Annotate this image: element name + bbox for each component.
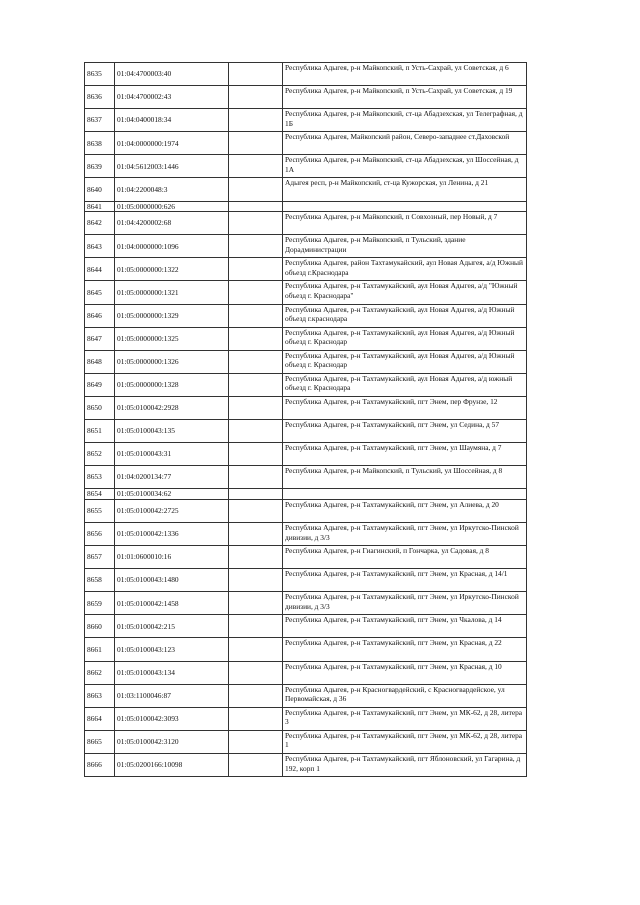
row-number-cell: 8638: [85, 132, 115, 155]
address-cell: Республика Адыгея, р-н Майкопский, ст-ца Абадзехская, ул Телеграфная, д 1Б: [283, 109, 527, 132]
table-row: [85, 499, 527, 522]
empty-cell: [229, 304, 283, 327]
row-number-cell: 8641: [85, 201, 115, 212]
row-number-cell: 8642: [85, 212, 115, 235]
table-row: [85, 396, 527, 419]
address-cell: Республика Адыгея, р-н Тахтамукайский, пгт Энем, ул Алиева, д 20: [283, 499, 527, 522]
cadastral-number-cell: 01:05:0100042:2928: [115, 396, 229, 419]
row-number-cell: 8649: [85, 373, 115, 396]
empty-cell: [229, 63, 283, 86]
table-row: [85, 730, 527, 753]
empty-cell: [229, 615, 283, 638]
table-row: [85, 638, 527, 661]
table-row: [85, 178, 527, 201]
address-cell: Республика Адыгея, р-н Тахтамукайский, пгт Энем, ул МК-62, д 28, литера 1: [283, 730, 527, 753]
row-number-cell: 8637: [85, 109, 115, 132]
address-cell: Республика Адыгея, р-н Майкопский, п Усть-Сахрай, ул Советская, д 19: [283, 86, 527, 109]
address-cell: Республика Адыгея, р-н Тахтамукайский, пгт Энем, ул Седина, д 57: [283, 420, 527, 443]
cadastral-number-cell: 01:05:0000000:1328: [115, 373, 229, 396]
empty-cell: [229, 753, 283, 776]
row-number-cell: 8651: [85, 420, 115, 443]
empty-cell: [229, 592, 283, 615]
empty-cell: [229, 258, 283, 281]
empty-cell: [229, 569, 283, 592]
row-number-cell: 8658: [85, 569, 115, 592]
row-number-cell: 8655: [85, 499, 115, 522]
empty-cell: [229, 212, 283, 235]
table-row: [85, 327, 527, 350]
cadastral-number-cell: 01:05:0100043:31: [115, 443, 229, 466]
table-row: [85, 684, 527, 707]
address-cell: Республика Адыгея, р-н Тахтамукайский, пгт Энем, ул МК-62, д 28, литера 3: [283, 707, 527, 730]
address-cell: [283, 489, 527, 500]
row-number-cell: 8654: [85, 489, 115, 500]
table-row: [85, 281, 527, 304]
empty-cell: [229, 499, 283, 522]
empty-cell: [229, 281, 283, 304]
empty-cell: [229, 396, 283, 419]
table-row: [85, 443, 527, 466]
row-number-cell: 8665: [85, 730, 115, 753]
cadastral-number-cell: 01:05:0000000:1321: [115, 281, 229, 304]
address-cell: Республика Адыгея, р-н Тахтамукайский, аул Новая Адыгея, а/д "Южный объезд г. Краснодара": [283, 281, 527, 304]
row-number-cell: 8635: [85, 63, 115, 86]
cadastral-number-cell: 01:05:0100043:135: [115, 420, 229, 443]
empty-cell: [229, 86, 283, 109]
address-cell: Республика Адыгея, р-н Гиагинский, п Гончарка, ул Садовая, д 8: [283, 546, 527, 569]
empty-cell: [229, 638, 283, 661]
row-number-cell: 8643: [85, 235, 115, 258]
address-cell: Республика Адыгея, р-н Тахтамукайский, пгт Энем, ул Чкалова, д 14: [283, 615, 527, 638]
row-number-cell: 8657: [85, 546, 115, 569]
cadastral-number-cell: 01:04:0200134:77: [115, 466, 229, 489]
empty-cell: [229, 466, 283, 489]
empty-cell: [229, 661, 283, 684]
row-number-cell: 8650: [85, 396, 115, 419]
cadastral-number-cell: 01:05:0100042:215: [115, 615, 229, 638]
address-cell: Республика Адыгея, район Тахтамукайский, аул Новая Адыгея, а/д Южный объезд г.Краснодара: [283, 258, 527, 281]
row-number-cell: 8646: [85, 304, 115, 327]
table-row: [85, 569, 527, 592]
cadastral-number-cell: 01:05:0000000:626: [115, 201, 229, 212]
address-cell: Республика Адыгея, р-н Майкопский, ст-ца Абадзехская, ул Шоссейная, д 1А: [283, 155, 527, 178]
address-cell: Республика Адыгея, р-н Майкопский, п Тульский, здание Дорадминистрации: [283, 235, 527, 258]
cadastral-number-cell: 01:05:0100043:134: [115, 661, 229, 684]
cadastral-number-cell: 01:04:0000000:1096: [115, 235, 229, 258]
address-cell: Республика Адыгея, р-н Тахтамукайский, пгт Энем, пер Фрунзе, 12: [283, 396, 527, 419]
empty-cell: [229, 684, 283, 707]
table-row: [85, 132, 527, 155]
table-row: [85, 489, 527, 500]
table-row: [85, 258, 527, 281]
table-row: [85, 235, 527, 258]
table-row: [85, 373, 527, 396]
row-number-cell: 8652: [85, 443, 115, 466]
cadastral-number-cell: 01:04:4700002:43: [115, 86, 229, 109]
cadastral-number-cell: 01:05:0000000:1325: [115, 327, 229, 350]
row-number-cell: 8660: [85, 615, 115, 638]
row-number-cell: 8662: [85, 661, 115, 684]
address-cell: Республика Адыгея, р-н Тахтамукайский, аул Новая Адыгея, а/д Южный объезд г.краснодара: [283, 304, 527, 327]
table-row: [85, 63, 527, 86]
row-number-cell: 8653: [85, 466, 115, 489]
row-number-cell: 8636: [85, 86, 115, 109]
cadastral-number-cell: 01:03:1100046:87: [115, 684, 229, 707]
row-number-cell: 8644: [85, 258, 115, 281]
cadastral-number-cell: 01:04:0000000:1974: [115, 132, 229, 155]
table-row: [85, 155, 527, 178]
row-number-cell: 8639: [85, 155, 115, 178]
cadastral-number-cell: 01:04:4700003:40: [115, 63, 229, 86]
row-number-cell: 8663: [85, 684, 115, 707]
empty-cell: [229, 489, 283, 500]
address-cell: Республика Адыгея, р-н Тахтамукайский, аул Новая Адыгея, а/д южный объезд г. Краснодара: [283, 373, 527, 396]
address-cell: Республика Адыгея, р-н Тахтамукайский, пгт Энем, ул Шаумяна, д 7: [283, 443, 527, 466]
table-row: [85, 420, 527, 443]
address-cell: Республика Адыгея, р-н Майкопский, п Усть-Сахрай, ул Советская, д 6: [283, 63, 527, 86]
table-row: [85, 109, 527, 132]
table-row: [85, 86, 527, 109]
empty-cell: [229, 350, 283, 373]
address-cell: Республика Адыгея, р-н Майкопский, п Тульский, ул Шоссейная, д 8: [283, 466, 527, 489]
empty-cell: [229, 155, 283, 178]
empty-cell: [229, 443, 283, 466]
address-cell: Республика Адыгея, р-н Майкопский, п Совхозный, пер Новый, д 7: [283, 212, 527, 235]
empty-cell: [229, 178, 283, 201]
address-cell: Республика Адыгея, р-н Тахтамукайский, пгт Яблоновский, ул Гагарина, д 192, корп 1: [283, 753, 527, 776]
address-cell: Республика Адыгея, р-н Тахтамукайский, аул Новая Адыгея, а/д Южный объезд г. Краснодар: [283, 327, 527, 350]
row-number-cell: 8664: [85, 707, 115, 730]
cadastral-number-cell: 01:05:0200166:10098: [115, 753, 229, 776]
address-cell: Республика Адыгея, р-н Красногвардейский, с Красногвардейское, ул Первомайская, д 36: [283, 684, 527, 707]
empty-cell: [229, 522, 283, 545]
table-row: [85, 546, 527, 569]
table-row: [85, 707, 527, 730]
cadastral-number-cell: 01:05:0000000:1322: [115, 258, 229, 281]
cadastral-number-cell: 01:05:0100043:123: [115, 638, 229, 661]
table-row: [85, 350, 527, 373]
address-cell: Республика Адыгея, р-н Тахтамукайский, пгт Энем, ул Красная, д 22: [283, 638, 527, 661]
cadastral-number-cell: 01:04:2200048:3: [115, 178, 229, 201]
row-number-cell: 8656: [85, 522, 115, 545]
empty-cell: [229, 707, 283, 730]
cadastral-number-cell: 01:05:0100042:3093: [115, 707, 229, 730]
empty-cell: [229, 373, 283, 396]
table-row: [85, 304, 527, 327]
table-row: [85, 592, 527, 615]
address-cell: Республика Адыгея, Майкопский район, Северо-западнее ст.Даховской: [283, 132, 527, 155]
cadastral-number-cell: 01:05:0000000:1326: [115, 350, 229, 373]
table-row: [85, 201, 527, 212]
row-number-cell: 8661: [85, 638, 115, 661]
empty-cell: [229, 730, 283, 753]
address-cell: Адыгея респ, р-н Майкопский, ст-ца Кужорская, ул Ленина, д 21: [283, 178, 527, 201]
address-cell: Республика Адыгея, р-н Тахтамукайский, аул Новая Адыгея, а/д Южный объезд г. Краснодар: [283, 350, 527, 373]
cadastral-number-cell: 01:05:0100042:3120: [115, 730, 229, 753]
cadastral-number-cell: 01:01:0600010:16: [115, 546, 229, 569]
empty-cell: [229, 546, 283, 569]
table-row: [85, 753, 527, 776]
address-cell: [283, 201, 527, 212]
cadastral-number-cell: 01:05:0100034:62: [115, 489, 229, 500]
empty-cell: [229, 132, 283, 155]
cadastral-number-cell: 01:05:0100042:1458: [115, 592, 229, 615]
row-number-cell: 8647: [85, 327, 115, 350]
address-cell: Республика Адыгея, р-н Тахтамукайский, пгт Энем, ул Иркутско-Пинской дивизии, д 3/3: [283, 522, 527, 545]
cadastral-number-cell: 01:04:0400018:34: [115, 109, 229, 132]
address-cell: Республика Адыгея, р-н Тахтамукайский, пгт Энем, ул Красная, д 10: [283, 661, 527, 684]
table-row: [85, 466, 527, 489]
table-row: [85, 661, 527, 684]
empty-cell: [229, 327, 283, 350]
row-number-cell: 8645: [85, 281, 115, 304]
address-cell: Республика Адыгея, р-н Тахтамукайский, пгт Энем, ул Иркутско-Пинской дивизии, д 3/3: [283, 592, 527, 615]
cadastral-number-cell: 01:04:5612003:1446: [115, 155, 229, 178]
row-number-cell: 8648: [85, 350, 115, 373]
registry-table: [84, 62, 527, 777]
empty-cell: [229, 420, 283, 443]
table-row: [85, 615, 527, 638]
cadastral-number-cell: 01:04:4200002:68: [115, 212, 229, 235]
row-number-cell: 8666: [85, 753, 115, 776]
table-row: [85, 522, 527, 545]
empty-cell: [229, 235, 283, 258]
row-number-cell: 8659: [85, 592, 115, 615]
row-number-cell: 8640: [85, 178, 115, 201]
registry-table-body: [85, 63, 527, 777]
cadastral-number-cell: 01:05:0100042:1336: [115, 522, 229, 545]
table-row: [85, 212, 527, 235]
empty-cell: [229, 109, 283, 132]
empty-cell: [229, 201, 283, 212]
cadastral-number-cell: 01:05:0100043:1480: [115, 569, 229, 592]
cadastral-number-cell: 01:05:0000000:1329: [115, 304, 229, 327]
address-cell: Республика Адыгея, р-н Тахтамукайский, пгт Энем, ул Красная, д 14/1: [283, 569, 527, 592]
cadastral-number-cell: 01:05:0100042:2725: [115, 499, 229, 522]
